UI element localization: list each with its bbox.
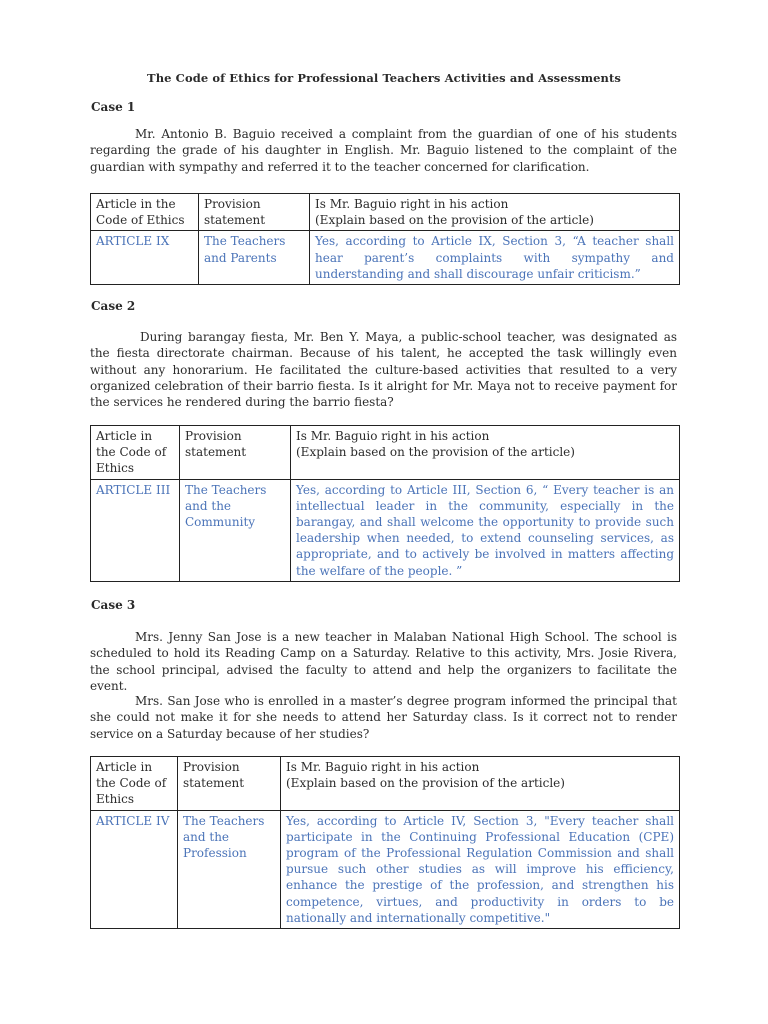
case-2-table — [90, 425, 680, 582]
table-row — [91, 479, 680, 581]
case-3-paragraph-1: Mrs. Jenny San Jose is a new teacher in Malaban National High School. The school is scheduled to hold its Reading Camp on a Saturday. Relative to this activity, Mrs. Josie Rivera, the school principal, advised the faculty to attend and help the organizers to facilitate the event. — [90, 630, 677, 693]
header-provision: Provision statement — [199, 194, 310, 231]
case-1-paragraph: Mr. Antonio B. Baguio received a complaint from the guardian of one of his students regarding the grade of his daughter in English. Mr. Baguio listened to the complaint of the guardian with sympathy and referred it to the teacher concerned for clarification. — [90, 127, 677, 174]
article-cell: ARTICLE IV — [91, 810, 178, 928]
article-cell: ARTICLE III — [91, 479, 180, 581]
header-question-line2: (Explain based on the provision of the article) — [286, 776, 565, 791]
header-article: Article in the Code of Ethics — [91, 757, 178, 811]
case-3-paragraph-2: Mrs. San Jose who is enrolled in a master’s degree program informed the principal that she could not make it for she needs to attend her Saturday class. Is it correct not to render service on a Saturday because of her studies? — [90, 694, 677, 741]
answer-cell: Yes, according to Article IX, Section 3, “A teacher shall hear parent’s complaints with sympathy and understanding and shall discourage unfair criticism.” — [310, 231, 680, 285]
case-3-heading: Case 3 — [91, 598, 136, 612]
table-row — [91, 231, 680, 285]
header-question-line1: Is Mr. Baguio right in his action — [296, 429, 490, 443]
table-header-row — [91, 194, 680, 231]
provision-cell: The Teachers and Parents — [199, 231, 310, 285]
header-provision: Provision statement — [180, 426, 291, 480]
provision-cell: The Teachers and the Profession — [178, 810, 281, 928]
answer-cell: Yes, according to Article IV, Section 3, "Every teacher shall participate in the Continuing Professional Education (CPE) program of the Professional Regulation Commission and shall pursue such other studies as will improve his efficiency, enhance the prestige of the profession, and strengthen his competence, virtues, and productivity in orders to be nationally and internationally competitive." — [281, 810, 680, 928]
document-title: The Code of Ethics for Professional Teachers Activities and Assessments — [147, 71, 621, 85]
table-header-row — [91, 426, 680, 480]
case-2-paragraph: During barangay fiesta, Mr. Ben Y. Maya, a public-school teacher, was designated as the fiesta directorate chairman. Because of his talent, he accepted the task willingly even without any honorarium. He facilitated the culture-based activities that resulted to a very organized celebration of their barrio fiesta. Is it alright for Mr. Maya not to receive payment for the services he rendered during the barrio fiesta? — [90, 330, 677, 410]
header-article: Article in the Code of Ethics — [91, 426, 180, 480]
header-question — [291, 426, 680, 480]
case-1-table — [90, 193, 680, 285]
header-article: Article in the Code of Ethics — [91, 194, 199, 231]
header-question — [310, 194, 680, 231]
case-1-heading: Case 1 — [91, 100, 136, 114]
header-question-line2: (Explain based on the provision of the article) — [296, 445, 575, 460]
header-provision: Provision statement — [178, 757, 281, 811]
header-question — [281, 757, 680, 811]
case-2-heading: Case 2 — [91, 299, 136, 313]
header-question-line1: Is Mr. Baguio right in his action — [286, 760, 480, 774]
table-header-row — [91, 757, 680, 811]
case-3-table — [90, 756, 680, 929]
provision-cell: The Teachers and the Community — [180, 479, 291, 581]
answer-cell: Yes, according to Article III, Section 6, “ Every teacher is an intellectual leader in the community, especially in the barangay, and shall welcome the opportunity to provide such leadership when needed, to extend counseling services, as appropriate, and to actively be involved in matters affecting the welfare of the people. ” — [291, 479, 680, 581]
header-question-line2: (Explain based on the provision of the article) — [315, 213, 594, 228]
header-question-line1: Is Mr. Baguio right in his action — [315, 197, 509, 211]
article-cell: ARTICLE IX — [91, 231, 199, 285]
table-row — [91, 810, 680, 928]
